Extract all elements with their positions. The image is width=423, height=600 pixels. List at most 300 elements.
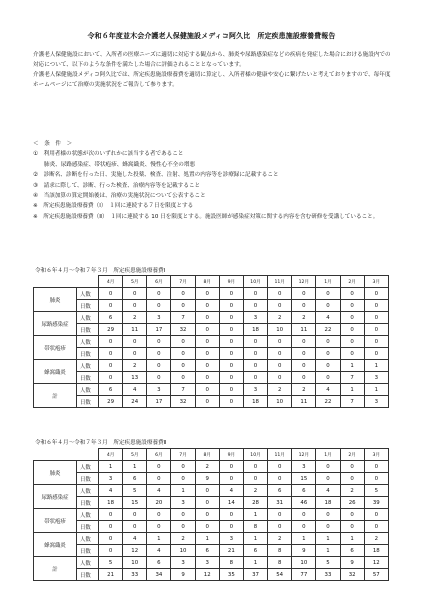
value-cell: 15 <box>292 473 316 485</box>
value-cell: 6 <box>99 384 123 396</box>
category-cell: 尿路感染症 <box>34 312 77 336</box>
value-cell: 4 <box>219 485 243 497</box>
value-cell: 4 <box>316 312 340 324</box>
value-cell: 0 <box>195 312 219 324</box>
month-header: 8月 <box>195 449 219 461</box>
row-label-cell: 日数 <box>77 348 99 360</box>
value-cell: 11 <box>292 324 316 336</box>
value-cell: 57 <box>364 569 388 581</box>
value-cell: 4 <box>147 545 171 557</box>
month-header: 7月 <box>171 276 195 288</box>
value-cell: 0 <box>99 348 123 360</box>
value-cell: 1 <box>316 533 340 545</box>
value-cell: 0 <box>243 372 267 384</box>
value-cell: 0 <box>219 324 243 336</box>
value-cell: 0 <box>243 461 267 473</box>
value-cell: 0 <box>99 336 123 348</box>
category-cell: 肺炎 <box>34 288 77 312</box>
value-cell: 3 <box>195 557 219 569</box>
value-cell: 9 <box>195 473 219 485</box>
value-cell: 1 <box>340 384 364 396</box>
value-cell: 0 <box>340 473 364 485</box>
value-cell: 0 <box>268 288 292 300</box>
month-header: 2月 <box>340 449 364 461</box>
value-cell: 0 <box>340 509 364 521</box>
month-header: 10月 <box>243 449 267 461</box>
row-label-cell: 日数 <box>77 521 99 533</box>
intro-paragraph: 介護老人保健施設メディコ阿久比では、所定疾患施設療養費を適切に算定し、入所者様の健康や安心に繋げたいと考えておりますので、毎年度ホームページにて治療の実施状況をご報告して参ります。 <box>33 72 391 88</box>
value-cell: 33 <box>123 569 147 581</box>
value-cell: 18 <box>243 324 267 336</box>
value-cell: 0 <box>340 300 364 312</box>
category-cell: 計 <box>34 384 77 408</box>
table-row <box>34 521 389 533</box>
value-cell: 5 <box>123 485 147 497</box>
value-cell: 2 <box>292 312 316 324</box>
row-label-cell: 日数 <box>77 300 99 312</box>
value-cell: 6 <box>195 545 219 557</box>
value-cell: 2 <box>268 384 292 396</box>
value-cell: 2 <box>171 533 195 545</box>
value-cell: 6 <box>268 485 292 497</box>
value-cell: 2 <box>123 360 147 372</box>
value-cell: 0 <box>171 372 195 384</box>
value-cell: 0 <box>243 288 267 300</box>
value-cell: 0 <box>292 372 316 384</box>
value-cell: 8 <box>268 557 292 569</box>
table-row <box>34 396 389 408</box>
table-row <box>34 533 389 545</box>
value-cell: 0 <box>340 324 364 336</box>
month-header: 3月 <box>364 449 388 461</box>
row-label-cell: 人数 <box>77 360 99 372</box>
value-cell: 0 <box>147 461 171 473</box>
category-cell: 蜂窩織炎 <box>34 360 77 384</box>
row-label-cell: 人数 <box>77 384 99 396</box>
value-cell: 0 <box>292 360 316 372</box>
conditions-section <box>33 139 393 222</box>
value-cell: 8 <box>243 521 267 533</box>
month-header: 1月 <box>316 449 340 461</box>
value-cell: 0 <box>123 348 147 360</box>
value-cell: 0 <box>364 336 388 348</box>
value-cell: 0 <box>147 336 171 348</box>
value-cell: 0 <box>195 336 219 348</box>
value-cell: 0 <box>243 336 267 348</box>
month-header: 5月 <box>123 276 147 288</box>
value-cell: 0 <box>364 461 388 473</box>
month-header: 8月 <box>195 276 219 288</box>
value-cell: 9 <box>292 545 316 557</box>
category-cell: 計 <box>34 557 77 581</box>
value-cell: 22 <box>316 324 340 336</box>
value-cell: 0 <box>99 545 123 557</box>
row-label-cell: 人数 <box>77 533 99 545</box>
value-cell: 13 <box>123 372 147 384</box>
value-cell: 24 <box>123 396 147 408</box>
value-cell: 0 <box>219 312 243 324</box>
value-cell: 0 <box>364 521 388 533</box>
value-cell: 4 <box>123 533 147 545</box>
value-cell: 0 <box>219 384 243 396</box>
value-cell: 21 <box>219 545 243 557</box>
value-cell: 3 <box>99 473 123 485</box>
value-cell: 0 <box>171 300 195 312</box>
table-row <box>34 509 389 521</box>
value-cell: 29 <box>99 324 123 336</box>
value-cell: 32 <box>340 569 364 581</box>
table-row <box>34 336 389 348</box>
month-header: 10月 <box>243 276 267 288</box>
month-header: 2月 <box>340 276 364 288</box>
value-cell: 0 <box>292 509 316 521</box>
row-label-cell: 人数 <box>77 485 99 497</box>
row-label-cell: 日数 <box>77 324 99 336</box>
value-cell: 0 <box>316 336 340 348</box>
value-cell: 7 <box>171 312 195 324</box>
month-header: 6月 <box>147 449 171 461</box>
value-cell: 0 <box>268 360 292 372</box>
value-cell: 0 <box>316 509 340 521</box>
month-header: 12月 <box>292 276 316 288</box>
value-cell: 0 <box>340 288 364 300</box>
table-row <box>34 348 389 360</box>
value-cell: 0 <box>219 461 243 473</box>
value-cell: 1 <box>195 533 219 545</box>
value-cell: 37 <box>243 569 267 581</box>
table-header-row <box>34 449 389 461</box>
value-cell: 0 <box>268 509 292 521</box>
value-cell: 0 <box>123 336 147 348</box>
value-cell: 0 <box>195 384 219 396</box>
value-cell: 3 <box>171 497 195 509</box>
value-cell: 0 <box>364 324 388 336</box>
value-cell: 3 <box>364 372 388 384</box>
value-cell: 0 <box>123 288 147 300</box>
value-cell: 32 <box>171 396 195 408</box>
category-cell: 帯状疱疹 <box>34 336 77 360</box>
table-row <box>34 485 389 497</box>
value-cell: 0 <box>99 372 123 384</box>
value-cell: 0 <box>171 461 195 473</box>
value-cell: 2 <box>268 533 292 545</box>
value-cell: 8 <box>219 557 243 569</box>
value-cell: 0 <box>268 473 292 485</box>
value-cell: 0 <box>292 348 316 360</box>
category-cell: 肺炎 <box>34 461 77 485</box>
value-cell: 3 <box>219 533 243 545</box>
value-cell: 1 <box>340 360 364 372</box>
value-cell: 29 <box>99 396 123 408</box>
value-cell: 0 <box>316 300 340 312</box>
value-cell: 17 <box>147 396 171 408</box>
value-cell: 0 <box>99 533 123 545</box>
value-cell: 0 <box>364 288 388 300</box>
value-cell: 6 <box>292 485 316 497</box>
value-cell: 0 <box>316 473 340 485</box>
value-cell: 0 <box>147 300 171 312</box>
value-cell: 4 <box>316 485 340 497</box>
value-cell: 1 <box>292 533 316 545</box>
value-cell: 1 <box>243 509 267 521</box>
row-label-cell: 日数 <box>77 473 99 485</box>
value-cell: 21 <box>99 569 123 581</box>
value-cell: 0 <box>147 473 171 485</box>
row-label-cell: 日数 <box>77 396 99 408</box>
value-cell: 34 <box>147 569 171 581</box>
value-cell: 0 <box>340 348 364 360</box>
value-cell: 0 <box>219 348 243 360</box>
value-cell: 11 <box>123 324 147 336</box>
value-cell: 0 <box>99 288 123 300</box>
value-cell: 0 <box>292 336 316 348</box>
intro-text <box>33 50 393 90</box>
value-cell: 7 <box>340 396 364 408</box>
value-cell: 1 <box>316 545 340 557</box>
value-cell: 1 <box>340 533 364 545</box>
value-cell: 3 <box>364 396 388 408</box>
table-row <box>34 360 389 372</box>
value-cell: 7 <box>171 384 195 396</box>
value-cell: 4 <box>99 485 123 497</box>
value-cell: 2 <box>340 485 364 497</box>
value-cell: 1 <box>99 461 123 473</box>
value-cell: 0 <box>316 360 340 372</box>
value-cell: 7 <box>340 372 364 384</box>
value-cell: 0 <box>99 521 123 533</box>
value-cell: 4 <box>147 485 171 497</box>
value-cell: 0 <box>99 360 123 372</box>
month-header: 4月 <box>99 276 123 288</box>
month-header: 12月 <box>292 449 316 461</box>
value-cell: 10 <box>292 557 316 569</box>
value-cell: 0 <box>123 300 147 312</box>
value-cell: 0 <box>219 521 243 533</box>
value-cell: 12 <box>123 545 147 557</box>
value-cell: 1 <box>123 461 147 473</box>
value-cell: 1 <box>147 533 171 545</box>
value-cell: 17 <box>147 324 171 336</box>
value-cell: 0 <box>316 288 340 300</box>
value-cell: 6 <box>147 557 171 569</box>
value-cell: 18 <box>243 396 267 408</box>
value-cell: 0 <box>171 521 195 533</box>
value-cell: 0 <box>243 348 267 360</box>
value-cell: 3 <box>292 461 316 473</box>
value-cell: 0 <box>316 348 340 360</box>
value-cell: 46 <box>292 497 316 509</box>
value-cell: 0 <box>219 300 243 312</box>
value-cell: 0 <box>147 348 171 360</box>
value-cell: 2 <box>243 485 267 497</box>
value-cell: 0 <box>195 509 219 521</box>
row-label-cell: 日数 <box>77 497 99 509</box>
table-row <box>34 473 389 485</box>
row-label-cell: 人数 <box>77 461 99 473</box>
value-cell: 10 <box>123 557 147 569</box>
condition-item: ② 診断名、診断を行った日、実施した投薬、検査、注射、処置の内容等を診療録に記載すること <box>33 172 279 179</box>
value-cell: 0 <box>364 509 388 521</box>
value-cell: 0 <box>268 461 292 473</box>
value-cell: 0 <box>147 521 171 533</box>
month-header: 11月 <box>268 449 292 461</box>
value-cell: 0 <box>219 360 243 372</box>
value-cell: 4 <box>316 384 340 396</box>
condition-note: ※ 所定疾患施設療養費（Ⅱ） １回に連続する 10 日を限度とする。施設医師が感染症対策に関する内容を含む研修を受講していること。 <box>33 213 379 220</box>
month-header: 4月 <box>99 449 123 461</box>
table-row <box>34 324 389 336</box>
value-cell: 33 <box>316 569 340 581</box>
value-cell: 2 <box>292 384 316 396</box>
value-cell: 5 <box>99 557 123 569</box>
value-cell: 6 <box>99 312 123 324</box>
value-cell: 0 <box>219 372 243 384</box>
value-cell: 3 <box>171 557 195 569</box>
month-header: 6月 <box>147 276 171 288</box>
value-cell: 8 <box>268 545 292 557</box>
table-row <box>34 557 389 569</box>
value-cell: 26 <box>340 497 364 509</box>
intro-paragraph: 介護老人保健施設において、入所者の医療ニーズに適切に対応する観点から、肺炎や尿路感染症などの疾病を発症した場合における施設内での対応について、以下のような条件を満たした場合に評価されることとなっています。 <box>33 52 391 68</box>
value-cell: 0 <box>147 372 171 384</box>
value-cell: 0 <box>195 485 219 497</box>
value-cell: 0 <box>268 300 292 312</box>
value-cell: 10 <box>268 324 292 336</box>
value-cell: 0 <box>195 324 219 336</box>
value-cell: 0 <box>219 288 243 300</box>
value-cell: 2 <box>123 312 147 324</box>
table-header-row <box>34 276 389 288</box>
month-header: 9月 <box>219 449 243 461</box>
value-cell: 0 <box>219 473 243 485</box>
value-cell: 0 <box>316 461 340 473</box>
value-cell: 0 <box>219 336 243 348</box>
value-cell: 0 <box>171 360 195 372</box>
row-label-cell: 日数 <box>77 545 99 557</box>
condition-item: ③ 請求に際して、診断、行った検査、治療内容等を記載すること <box>33 182 201 189</box>
row-label-cell: 人数 <box>77 557 99 569</box>
value-cell: 14 <box>219 497 243 509</box>
value-cell: 0 <box>195 372 219 384</box>
table-row <box>34 497 389 509</box>
value-cell: 9 <box>340 557 364 569</box>
value-cell: 2 <box>195 461 219 473</box>
value-cell: 6 <box>340 545 364 557</box>
value-cell: 0 <box>292 288 316 300</box>
table-row <box>34 545 389 557</box>
value-cell: 0 <box>340 521 364 533</box>
value-cell: 9 <box>171 569 195 581</box>
value-cell: 0 <box>123 509 147 521</box>
value-cell: 0 <box>316 372 340 384</box>
value-cell: 0 <box>316 521 340 533</box>
value-cell: 15 <box>123 497 147 509</box>
table-row <box>34 288 389 300</box>
value-cell: 11 <box>292 396 316 408</box>
value-cell: 39 <box>364 497 388 509</box>
value-cell: 0 <box>219 396 243 408</box>
month-header: 5月 <box>123 449 147 461</box>
facility-care-table-2 <box>33 448 389 581</box>
value-cell: 0 <box>364 348 388 360</box>
header-blank-cell <box>34 449 99 461</box>
value-cell: 4 <box>123 384 147 396</box>
row-label-cell: 日数 <box>77 569 99 581</box>
value-cell: 1 <box>171 485 195 497</box>
value-cell: 0 <box>243 300 267 312</box>
value-cell: 20 <box>147 497 171 509</box>
table-row <box>34 461 389 473</box>
value-cell: 0 <box>171 336 195 348</box>
row-label-cell: 人数 <box>77 288 99 300</box>
condition-item: ① 利用者様の状態が次のいずれかに該当する者であること <box>33 151 184 158</box>
table-row <box>34 384 389 396</box>
value-cell: 2 <box>364 533 388 545</box>
row-label-cell: 日数 <box>77 372 99 384</box>
value-cell: 0 <box>195 288 219 300</box>
value-cell: 0 <box>195 348 219 360</box>
value-cell: 0 <box>243 360 267 372</box>
month-header: 3月 <box>364 276 388 288</box>
value-cell: 0 <box>268 521 292 533</box>
value-cell: 0 <box>147 509 171 521</box>
table-caption: 令和６年４月～令和７年３月 所定疾患施設療養費Ⅰ <box>35 268 166 274</box>
category-cell: 蜂窩織炎 <box>34 533 77 557</box>
value-cell: 1 <box>243 533 267 545</box>
value-cell: 0 <box>171 473 195 485</box>
table-row <box>34 300 389 312</box>
value-cell: 6 <box>243 545 267 557</box>
table-row <box>34 372 389 384</box>
facility-care-table-1 <box>33 275 389 408</box>
value-cell: 0 <box>268 348 292 360</box>
value-cell: 5 <box>316 557 340 569</box>
value-cell: 0 <box>147 360 171 372</box>
value-cell: 0 <box>195 521 219 533</box>
row-label-cell: 人数 <box>77 509 99 521</box>
category-cell: 帯状疱疹 <box>34 509 77 533</box>
value-cell: 18 <box>364 545 388 557</box>
value-cell: 0 <box>123 521 147 533</box>
table-row <box>34 312 389 324</box>
value-cell: 3 <box>243 312 267 324</box>
month-header: 1月 <box>316 276 340 288</box>
value-cell: 12 <box>195 569 219 581</box>
value-cell: 22 <box>316 396 340 408</box>
value-cell: 0 <box>340 336 364 348</box>
value-cell: 5 <box>364 485 388 497</box>
value-cell: 0 <box>171 509 195 521</box>
value-cell: 0 <box>219 509 243 521</box>
table-row <box>34 569 389 581</box>
condition-item: 肺炎、尿路感染症、帯状疱疹、蜂窩織炎、慢性心不全の増悪 <box>44 161 196 168</box>
value-cell: 0 <box>99 300 123 312</box>
value-cell: 0 <box>292 300 316 312</box>
value-cell: 31 <box>268 497 292 509</box>
row-label-cell: 人数 <box>77 312 99 324</box>
value-cell: 0 <box>195 396 219 408</box>
value-cell: 6 <box>123 473 147 485</box>
value-cell: 0 <box>268 336 292 348</box>
header-blank-cell <box>34 276 99 288</box>
row-label-cell: 人数 <box>77 336 99 348</box>
value-cell: 0 <box>364 312 388 324</box>
month-header: 7月 <box>171 449 195 461</box>
condition-item: ④ 当該加算の算定開始後は、治療の実施状況について公表すること <box>33 193 206 200</box>
value-cell: 0 <box>364 473 388 485</box>
value-cell: 0 <box>340 312 364 324</box>
value-cell: 1 <box>364 384 388 396</box>
